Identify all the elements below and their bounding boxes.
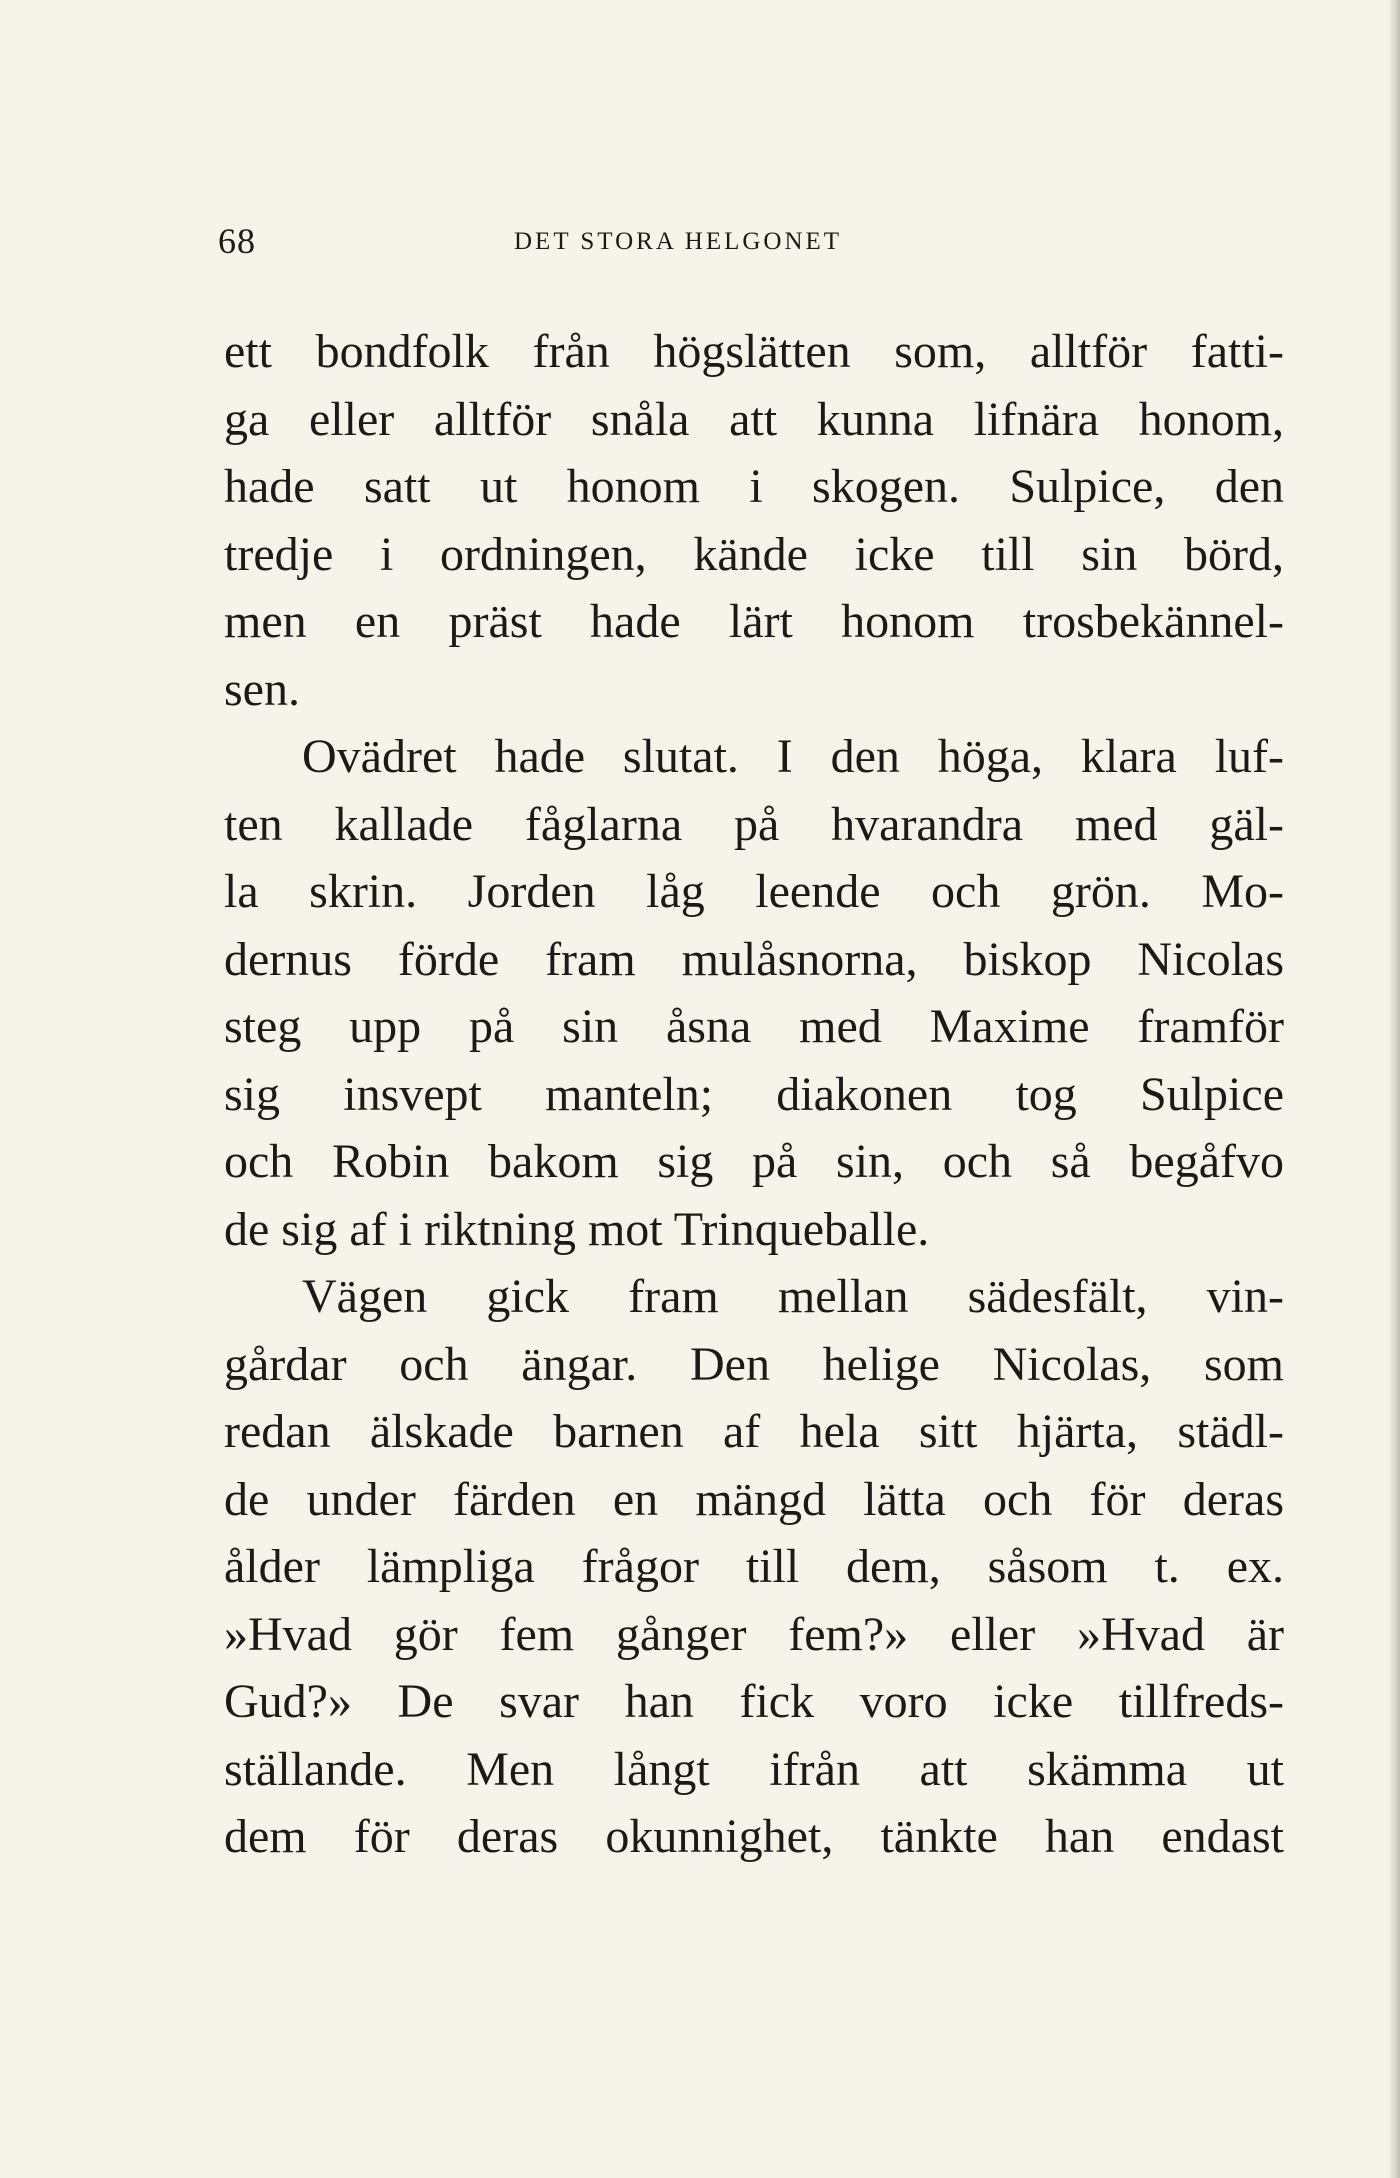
text-line: dernus förde fram mulåsnorna, biskop Nicolas: [224, 932, 1284, 986]
paragraph: [224, 1263, 1284, 1871]
text-line: men en präst hade lärt honom trosbekännel-: [224, 595, 1284, 648]
text-line: »Hvad gör fem gånger fem?» eller »Hvad är: [224, 1607, 1284, 1661]
text-line: sen.: [224, 662, 300, 716]
text-line: Gud?» De svar han fick voro icke tillfreds-: [224, 1675, 1284, 1728]
text-line: ten kallade fåglarna på hvarandra med gäl-: [224, 797, 1284, 851]
text-line: ålder lämpliga frågor till dem, såsom t. ex.: [224, 1540, 1284, 1593]
page-number: 68: [218, 221, 256, 261]
body-text: [224, 318, 1284, 1871]
text-line: sig insvept manteln; diakonen tog Sulpice: [224, 1067, 1284, 1121]
text-line: de under färden en mängd lätta och för deras: [224, 1472, 1284, 1526]
running-title: DET STORA HELGONET: [514, 228, 843, 255]
text-line: ett bondfolk från högslätten som, alltför fatti-: [224, 325, 1284, 378]
page-header: [218, 220, 1284, 280]
text-line: Ovädret hade slutat. I den höga, klara luf-: [302, 730, 1284, 783]
text-line: gårdar och ängar. Den helige Nicolas, som: [224, 1337, 1284, 1391]
text-line: steg upp på sin åsna med Maxime framför: [224, 1000, 1284, 1053]
text-line: Vägen gick fram mellan sädesfält, vin-: [302, 1270, 1284, 1323]
text-line: la skrin. Jorden låg leende och grön. Mo-: [224, 865, 1284, 918]
paragraph: [224, 723, 1284, 1263]
text-line: redan älskade barnen af hela sitt hjärta, städl-: [224, 1405, 1284, 1458]
page-edge-shadow: [1388, 0, 1400, 2178]
book-page: [218, 220, 1284, 1871]
paragraph: [224, 318, 1284, 723]
text-line: dem för deras okunnighet, tänkte han endast: [224, 1810, 1284, 1863]
text-line: och Robin bakom sig på sin, och så begåfvo: [224, 1135, 1284, 1188]
text-line: de sig af i riktning mot Trinqueballe.: [224, 1202, 930, 1256]
text-line: ställande. Men långt ifrån att skämma ut: [224, 1742, 1284, 1796]
text-line: hade satt ut honom i skogen. Sulpice, den: [224, 460, 1284, 513]
text-line: ga eller alltför snåla att kunna lifnära honom,: [224, 392, 1284, 446]
text-line: tredje i ordningen, kände icke till sin börd,: [224, 527, 1284, 581]
